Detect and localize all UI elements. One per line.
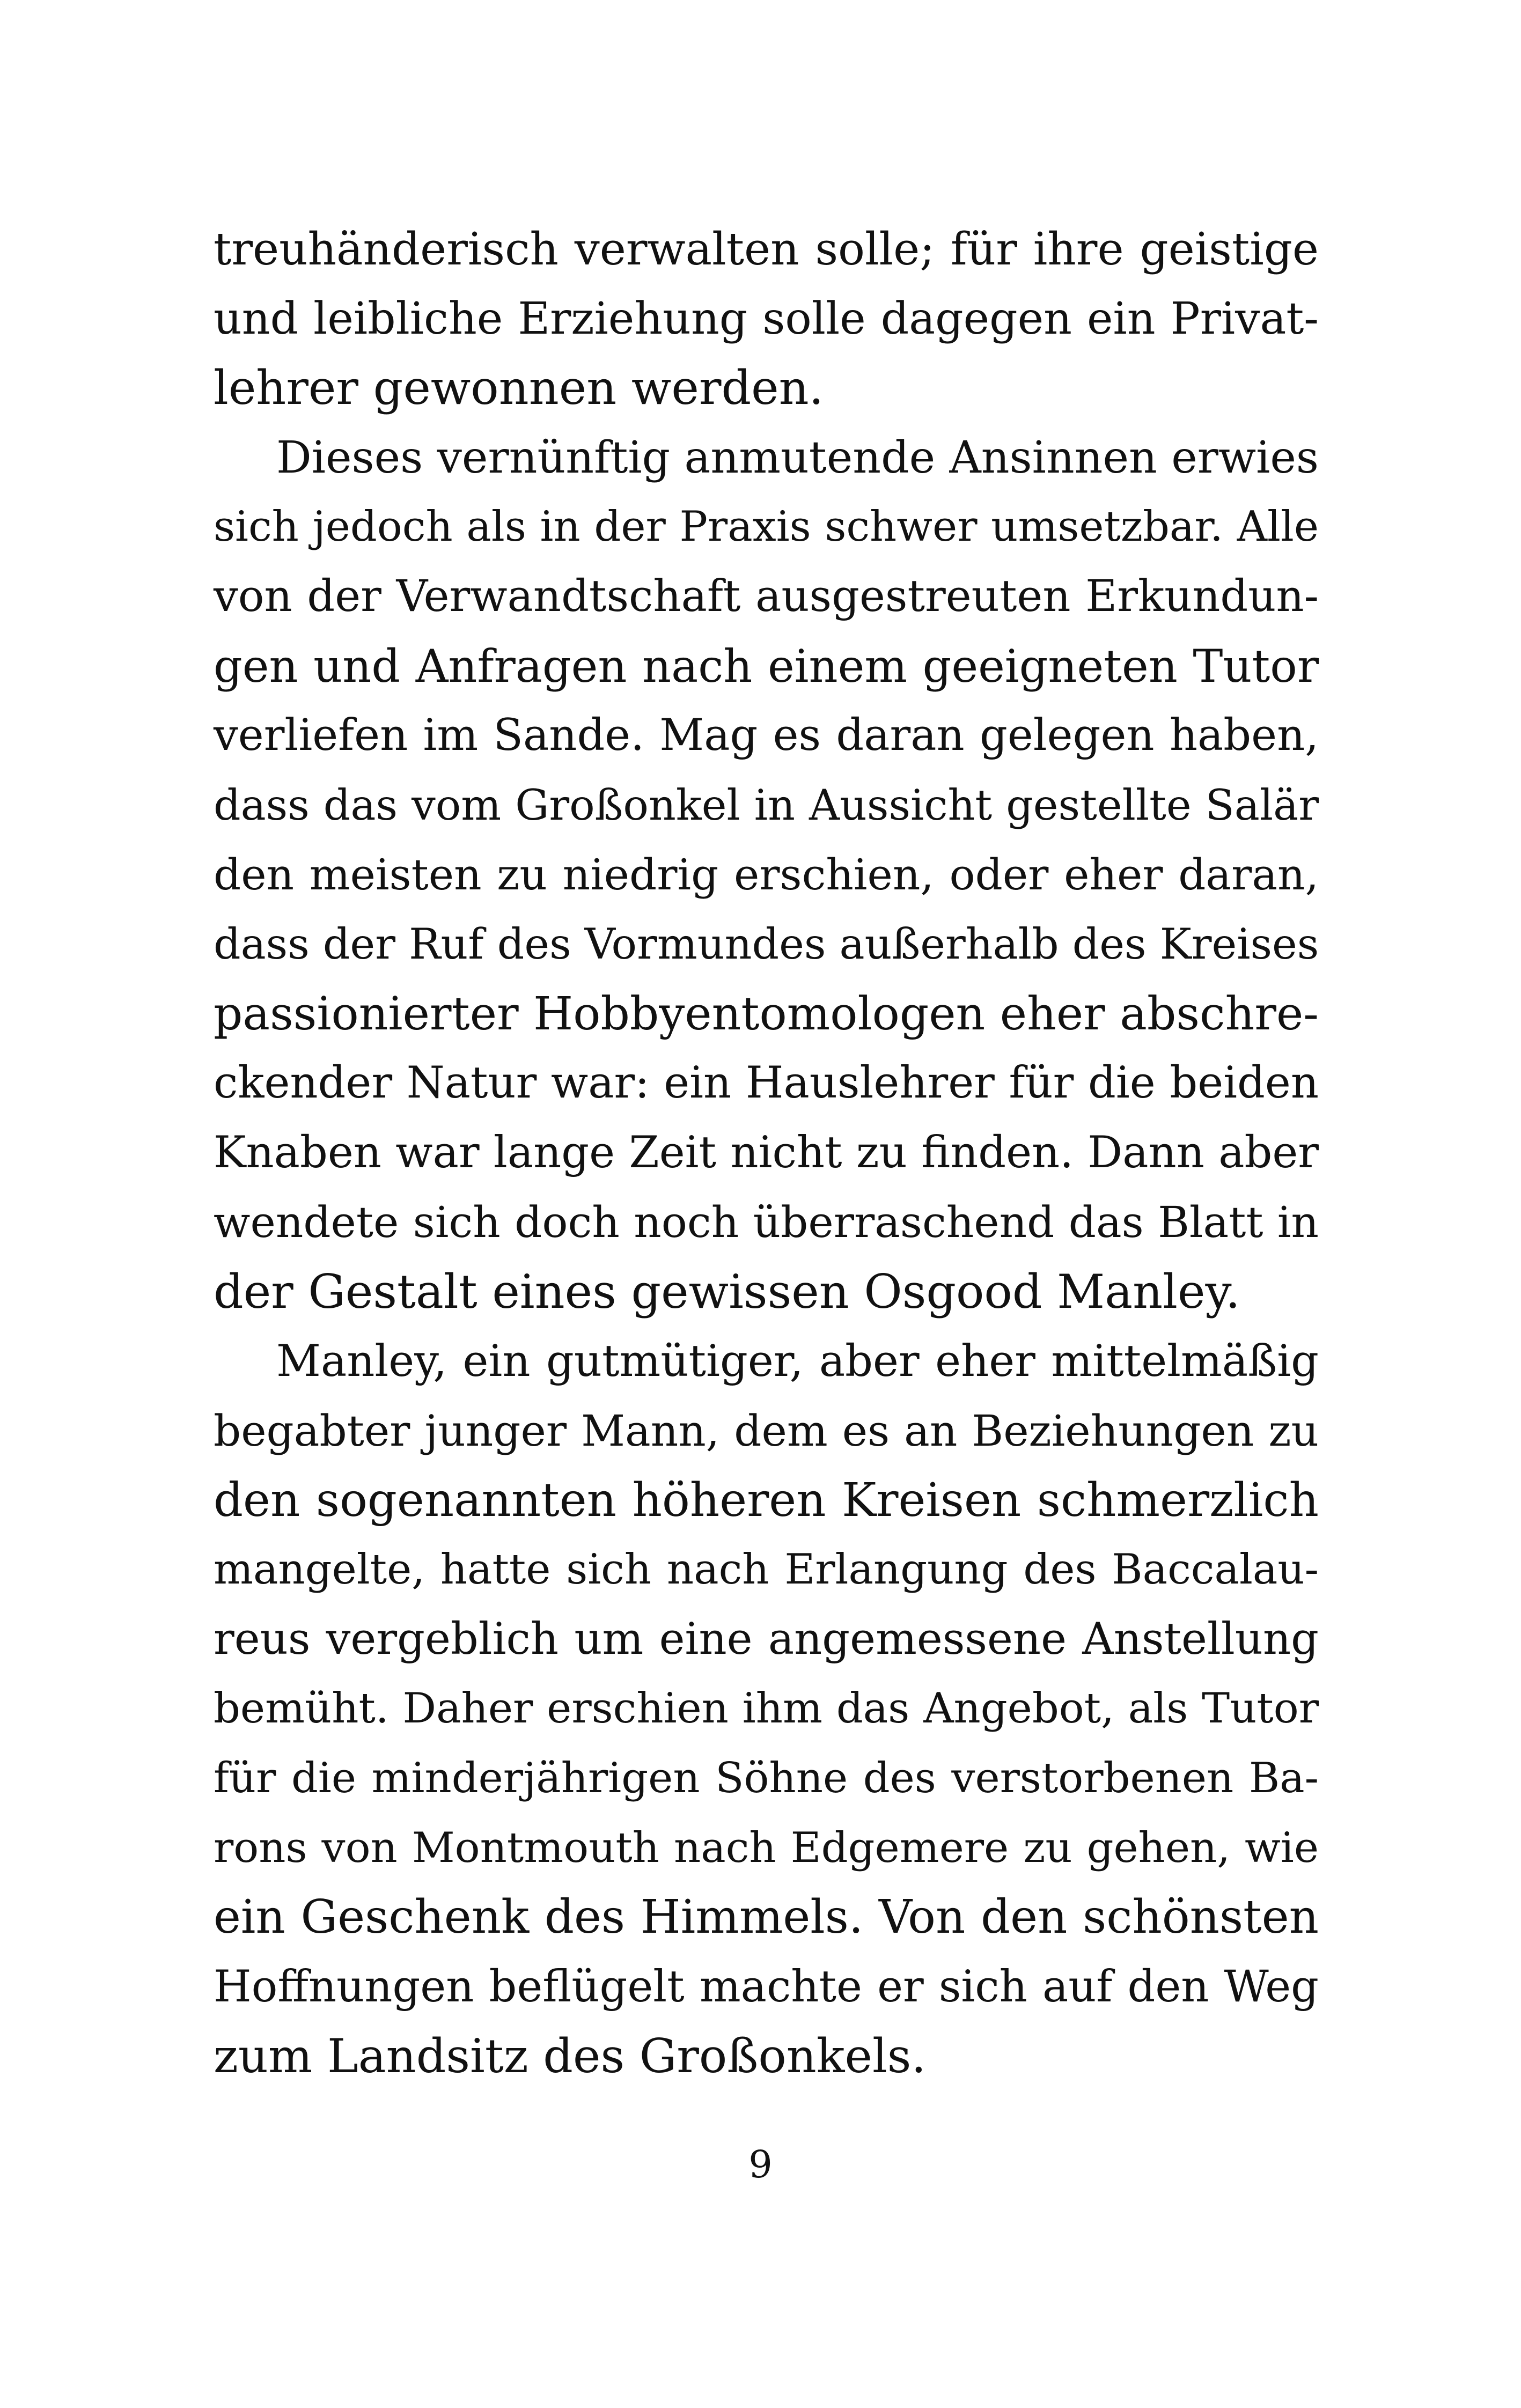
paragraph-2-line: wendete sich doch noch überraschend das Blatt in: [214, 1197, 1319, 1248]
paragraph-2-line: passionierter Hobbyentomologen eher abschre-: [214, 987, 1319, 1041]
paragraph-3-line: Manley, ein gutmütiger, aber eher mittelmäßig: [276, 1336, 1319, 1387]
paragraph-2-line: dass der Ruf des Vormundes außerhalb des Kreises: [214, 919, 1319, 969]
paragraph-2-line: der Gestalt eines gewissen Osgood Manley.: [214, 1264, 1240, 1319]
paragraph-1-line: und leibliche Erziehung solle dagegen ein Privat-: [214, 293, 1319, 344]
paragraph-3-line: reus vergeblich um eine angemessene Anstellung: [214, 1614, 1319, 1665]
paragraph-3-line: bemüht. Daher erschien ihm das Angebot, als Tutor: [214, 1684, 1319, 1733]
paragraph-2-line: sich jedoch als in der Praxis schwer umsetzbar. Alle: [214, 503, 1319, 551]
paragraph-2-line: verliefen im Sande. Mag es daran gelegen haben,: [214, 710, 1319, 761]
paragraph-3-line: Hoffnungen beflügelt machte er sich auf den Weg: [214, 1961, 1319, 2012]
paragraph-3-line: rons von Montmouth nach Edgemere zu gehen, wie: [214, 1823, 1319, 1872]
paragraph-3-line: ein Geschenk des Himmels. Von den schönsten: [214, 1890, 1319, 1945]
paragraph-1-line: treuhänderisch verwalten solle; für ihre geistige: [214, 223, 1319, 275]
paragraph-2-line: Knaben war lange Zeit nicht zu finden. Dann aber: [214, 1127, 1319, 1178]
paragraph-2-line: Dieses vernünftig anmutende Ansinnen erwies: [276, 432, 1319, 483]
paragraph-2-line: dass das vom Großonkel in Aussicht gestellte Salär: [214, 780, 1319, 830]
page-number: 9: [748, 2142, 773, 2186]
paragraph-3-line: mangelte, hatte sich nach Erlangung des Baccalau-: [214, 1545, 1319, 1594]
paragraph-1-line: lehrer gewonnen werden.: [214, 360, 824, 416]
paragraph-2-line: ckender Natur war: ein Hauslehrer für die beiden: [214, 1058, 1319, 1109]
paragraph-2-line: gen und Anfragen nach einem geeigneten Tutor: [214, 639, 1319, 693]
paragraph-3-line: für die minderjährigen Söhne des verstorbenen Ba-: [214, 1754, 1319, 1803]
paragraph-3-line: zum Landsitz des Großonkels.: [214, 2029, 927, 2084]
body-text: [214, 215, 1319, 2092]
paragraph-2-line: den meisten zu niedrig erschien, oder eher daran,: [214, 850, 1319, 900]
paragraph-3-line: den sogenannten höheren Kreisen schmerzlich: [214, 1473, 1319, 1527]
paragraph-3-line: begabter junger Mann, dem es an Beziehungen zu: [214, 1406, 1319, 1456]
paragraph-2-line: von der Verwandtschaft ausgestreuten Erkundun-: [214, 571, 1319, 622]
